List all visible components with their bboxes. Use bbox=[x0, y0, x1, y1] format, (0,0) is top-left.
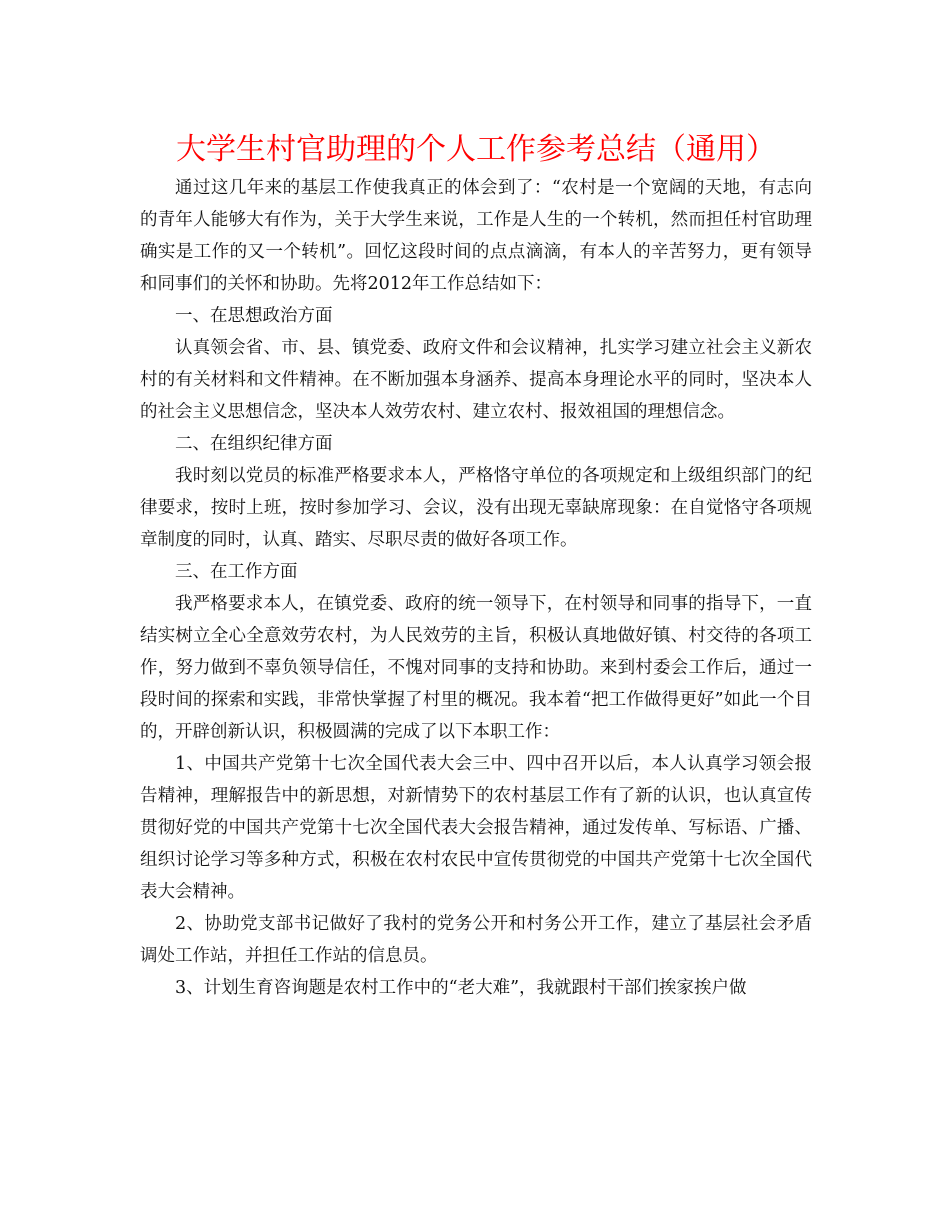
document-page bbox=[140, 130, 812, 1004]
work-paragraph: 我严格要求本人，在镇党委、政府的统一领导下，在村领导和同事的指导下，一直结实树立全心全意效劳农村，为人民效劳的主旨，积极认真地做好镇、村交待的各项工作，努力做到不辜负领导信任，不愧对同事的支持和协助。来到村委会工作后，通过一段时间的探索和实践，非常快掌握了村里的概况。我本着“把工作做得更好”如此一个目的，开辟创新认识，积极圆满的完成了以下本职工作： bbox=[140, 594, 812, 742]
document-body bbox=[140, 172, 812, 1004]
section-heading-work: 三、在工作方面 bbox=[175, 562, 298, 582]
discipline-paragraph: 我时刻以党员的标准严格要求本人，严格恪守单位的各项规定和上级组织部门的纪律要求，按时上班，按时参加学习、会议，没有出现无辜缺席现象：在自觉恪守各项规章制度的同时，认真、踏实、尽职尽责的做好各项工作。 bbox=[140, 466, 812, 550]
intro-paragraph: 通过这几年来的基层工作使我真正的体会到了：“农村是一个宽阔的天地，有志向的青年人能够大有作为，关于大学生来说，工作是人生的一个转机，然而担任村官助理确实是工作的又一个转机”。回忆这段时间的点点滴滴，有本人的辛苦努力，更有领导和同事们的关怀和协助。先将2012年工作总结如下： bbox=[140, 178, 812, 294]
political-paragraph: 认真领会省、市、县、镇党委、政府文件和会议精神，扎实学习建立社会主义新农村的有关材料和文件精神。在不断加强本身涵养、提高本身理论水平的同时，坚决本人的社会主义思想信念，坚决本人效劳农村、建立农村、报效祖国的理想信念。 bbox=[140, 338, 812, 422]
work-item-1: 1、中国共产党第十七次全国代表大会三中、四中召开以后，本人认真学习领会报告精神，理解报告中的新思想，对新情势下的农村基层工作有了新的认识，也认真宣传贯彻好党的中国共产党第十七次全国代表大会报告精神，通过发传单、写标语、广播、组织讨论学习等多种方式，积极在农村农民中宣传贯彻党的中国共产党第十七次全国代表大会精神。 bbox=[140, 754, 812, 902]
document-title: 大学生村官助理的个人工作参考总结（通用） bbox=[176, 132, 776, 167]
section-heading-political: 一、在思想政治方面 bbox=[175, 306, 333, 326]
work-item-3: 3、计划生育咨询题是农村工作中的“老大难”，我就跟村干部们挨家挨户做 bbox=[175, 978, 747, 998]
section-heading-discipline: 二、在组织纪律方面 bbox=[175, 434, 333, 454]
work-item-2: 2、协助党支部书记做好了我村的党务公开和村务公开工作，建立了基层社会矛盾调处工作站，并担任工作站的信息员。 bbox=[140, 914, 812, 966]
